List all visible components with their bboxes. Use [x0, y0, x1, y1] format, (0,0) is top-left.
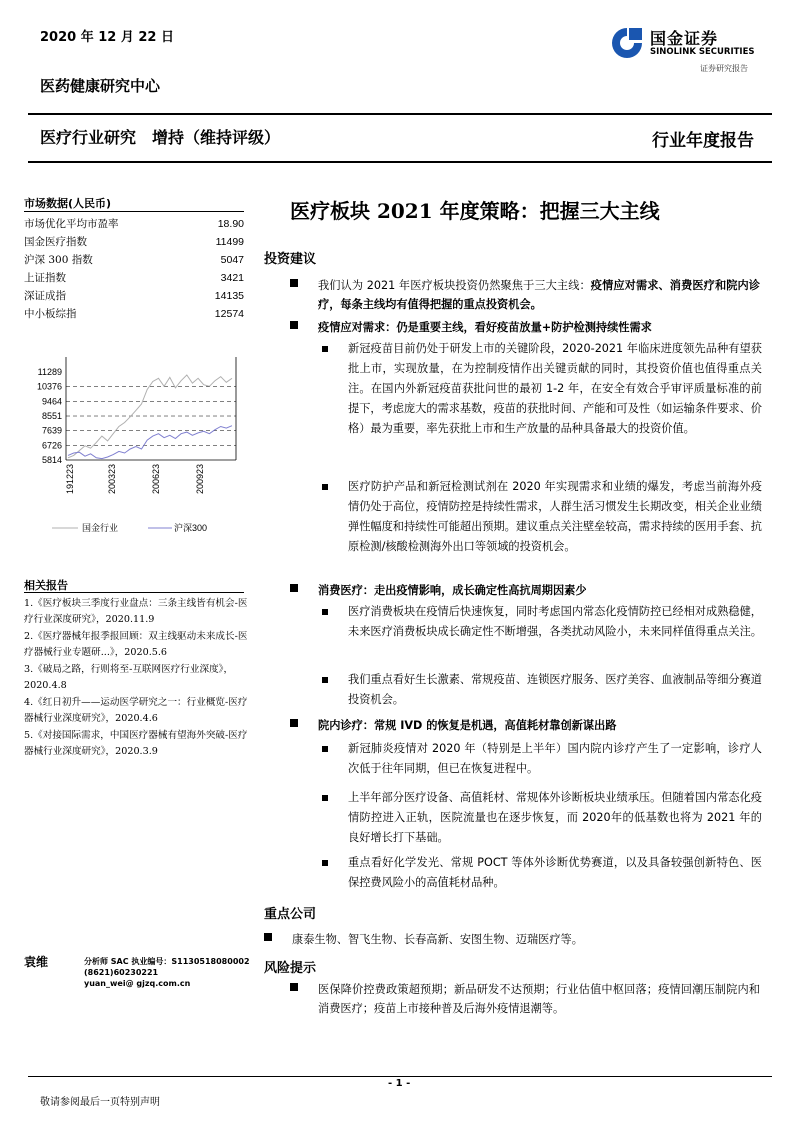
disclaimer-link[interactable]: 敬请参阅最后一页特别声明: [40, 1097, 160, 1108]
square-bullet-icon: [290, 321, 298, 329]
chart-legend-label: 沪深300: [174, 523, 208, 533]
related-report-item[interactable]: 3.《破局之路，行则将至-互联网医疗行业深度》，2020.4.8: [24, 664, 234, 691]
related-report-item[interactable]: 4.《红日初升——运动医学研究之一：行业概览-医疗器械行业深度研究》，2020.4.6: [24, 697, 248, 724]
square-bullet-icon: [290, 279, 298, 287]
logo-subtitle: 证券研究报告: [700, 64, 748, 73]
bullet-heading-pandemic: 疫情应对需求：仍是重要主线，看好疫苗放量+防护检测持续性需求: [290, 318, 760, 337]
related-report-item[interactable]: 5.《对接国际需求，中国医疗器械有望海外突破-医疗器械行业深度研究》，2020.3.9: [24, 730, 248, 757]
section-heading-risk: 风险提示: [264, 961, 317, 976]
report-title: 医疗板块 2021 年度策略：把握三大主线: [290, 199, 660, 223]
chart-x-tick-label: 200323: [107, 464, 117, 495]
header-divider-top: [28, 113, 772, 115]
chart-x-tick-label: 200923: [195, 464, 205, 495]
logo-name-cn: 国金证券: [650, 29, 719, 48]
analyst-phone: (8621)60230221: [84, 968, 159, 977]
square-bullet-icon: [264, 933, 272, 941]
analyst-email[interactable]: yuan_wei@ gjzq.com.cn: [84, 979, 191, 988]
sub-bullet-hospital-focus: 重点看好化学发光、常规 POCT 等体外诊断优势赛道，以及具备较强创新特色、医保控费风险小的高值耗材品种。: [322, 853, 762, 893]
square-bullet-icon: [322, 746, 328, 752]
chart-x-tick-label: 200623: [151, 464, 161, 495]
sub-bullet-consumer-focus: 我们重点看好生长激素、常规疫苗、连锁医疗服务、医疗美容、血液制品等细分赛道投资机会。: [322, 670, 762, 710]
analyst-contact: [84, 956, 250, 989]
chart-y-tick-label: 10376: [36, 381, 62, 392]
chart-legend-label: 国金行业: [82, 523, 119, 533]
square-bullet-icon: [290, 584, 298, 592]
square-bullet-icon: [322, 860, 328, 866]
rating-label: 增持（维持评级）: [152, 128, 281, 147]
report-date: 2020 年 12 月 22 日: [40, 30, 174, 45]
sub-bullet-vaccine: 新冠疫苗目前仍处于研发上市的关键阶段，2020-2021 年临床进度领先品种有望获批上市，实现放量，在为控制疫情作出关键贡献的同时，其投资价值也值得重点关注。在国内外新冠疫苗获批问世的最初 1-2 年，在安全有效合乎审评质量标准的前提下，考虑庞大的需求基数，疫苗的获批时间、产能和可及性（如运输条件要求、价格）最为重要，率先获批上市和生产放量的品种具备最大的投资价值。: [322, 339, 762, 439]
bullet-key-companies: 康泰生物、智飞生物、长春高新、安图生物、迈瑞医疗等。: [264, 930, 764, 949]
sub-bullet-protection: 医疗防护产品和新冠检测试剂在 2020 年实现需求和业绩的爆发，考虑当前海外疫情仍处于高位，疫情防控是持续性需求，人群生活习惯发生长期改变，相关企业业绩弹性幅度和持续性可能超出预期。建议重点关注壁垒较高，需求持续的医用手套、抗原检测/核酸检测海外出口等领域的投资机会。: [322, 477, 762, 557]
industry-rating-line: [40, 125, 296, 148]
square-bullet-icon: [322, 484, 328, 490]
square-bullet-icon: [322, 609, 328, 615]
section-heading-invest: 投资建议: [264, 252, 317, 267]
market-data-rule: [24, 211, 244, 212]
square-bullet-icon: [322, 346, 328, 352]
market-row: 国金医疗指数 11499: [24, 236, 244, 248]
footer-divider: [28, 1076, 772, 1077]
index-chart: [22, 352, 250, 542]
industry-label: 医疗行业研究: [40, 128, 137, 147]
market-row: 沪深 300 指数 5047: [24, 254, 244, 266]
chart-y-tick-label: 8551: [41, 411, 62, 422]
chart-y-tick-label: 9464: [41, 396, 62, 407]
square-bullet-icon: [322, 677, 328, 683]
square-bullet-icon: [322, 795, 328, 801]
market-data-table: [24, 215, 246, 323]
analyst-name: 袁维: [24, 955, 49, 969]
bullet-risk: 医保降价控费政策超预期；新品研发不达预期；行业估值中枢回落；疫情回潮压制院内和消费医疗；疫苗上市接种普及后海外疫情退潮等。: [290, 980, 760, 1018]
research-center: 医药健康研究中心: [40, 77, 161, 95]
chart-y-tick-label: 5814: [41, 455, 62, 465]
header-divider-bottom: [28, 161, 772, 163]
market-row: 中小板综指 12574: [24, 308, 244, 320]
square-bullet-icon: [290, 983, 298, 991]
sinolink-logo-icon: [610, 26, 644, 60]
related-reports-title: 相关报告: [24, 579, 68, 592]
report-type: 行业年度报告: [652, 131, 754, 151]
related-report-item[interactable]: 2.《医疗器械年报季报回顾：双主线驱动未来成长-医疗器械行业专题研...》，2020.5.6: [24, 631, 248, 658]
related-reports-list: [24, 596, 248, 761]
market-row: 深证成指 14135: [24, 290, 244, 302]
chart-y-tick-label: 11289: [37, 367, 62, 377]
sub-bullet-hospital-recovery: 上半年部分医疗设备、高值耗材、常规体外诊断板块业绩承压。但随着国内常态化疫情防控进入正轨，医院流量也在逐步恢复，而 2020年的低基数也将为 2021 年的良好增长打下基础。: [322, 788, 762, 848]
section-heading-key-companies: 重点公司: [264, 907, 317, 922]
square-bullet-icon: [290, 719, 298, 727]
market-row: 上证指数 3421: [24, 272, 244, 284]
logo-name-en: SINOLINK SECURITIES: [650, 47, 755, 57]
analyst-sac-id: 分析师 SAC 执业编号：S1130518080002: [84, 957, 250, 966]
chart-x-tick-label: 191223: [65, 464, 75, 495]
chart-y-tick-label: 6726: [41, 440, 62, 451]
market-row: 市场优化平均市盈率 18.90: [24, 218, 244, 230]
bullet-heading-hospital: 院内诊疗：常规 IVD 的恢复是机遇，高值耗材靠创新谋出路: [290, 716, 760, 735]
bullet-summary: 我们认为 2021 年医疗板块投资仍然聚焦于三大主线：疫情应对需求、消费医疗和院内诊疗，每条主线均有值得把握的重点投资机会。: [290, 276, 760, 314]
bullet-heading-consumer: 消费医疗：走出疫情影响，成长确定性高抗周期因素少: [290, 581, 760, 600]
related-reports-rule: [24, 592, 244, 593]
page-number: - 1 -: [388, 1078, 411, 1089]
market-data-title: 市场数据(人民币): [24, 197, 112, 210]
sub-bullet-hospital-impact: 新冠肺炎疫情对 2020 年（特别是上半年）国内院内诊疗产生了一定影响，诊疗人次低于往年同期，但已在恢复进程中。: [322, 739, 762, 779]
related-report-item[interactable]: 1.《医疗板块三季度行业盘点：三条主线皆有机会-医疗行业深度研究》，2020.11.9: [24, 598, 248, 625]
sub-bullet-consumer-recovery: 医疗消费板块在疫情后快速恢复，同时考虑国内常态化疫情防控已经相对成熟稳健，未来医疗消费板块成长确定性不断增强，各类扰动风险小，未来同样值得重点关注。: [322, 602, 762, 642]
chart-y-tick-label: 7639: [41, 425, 62, 436]
